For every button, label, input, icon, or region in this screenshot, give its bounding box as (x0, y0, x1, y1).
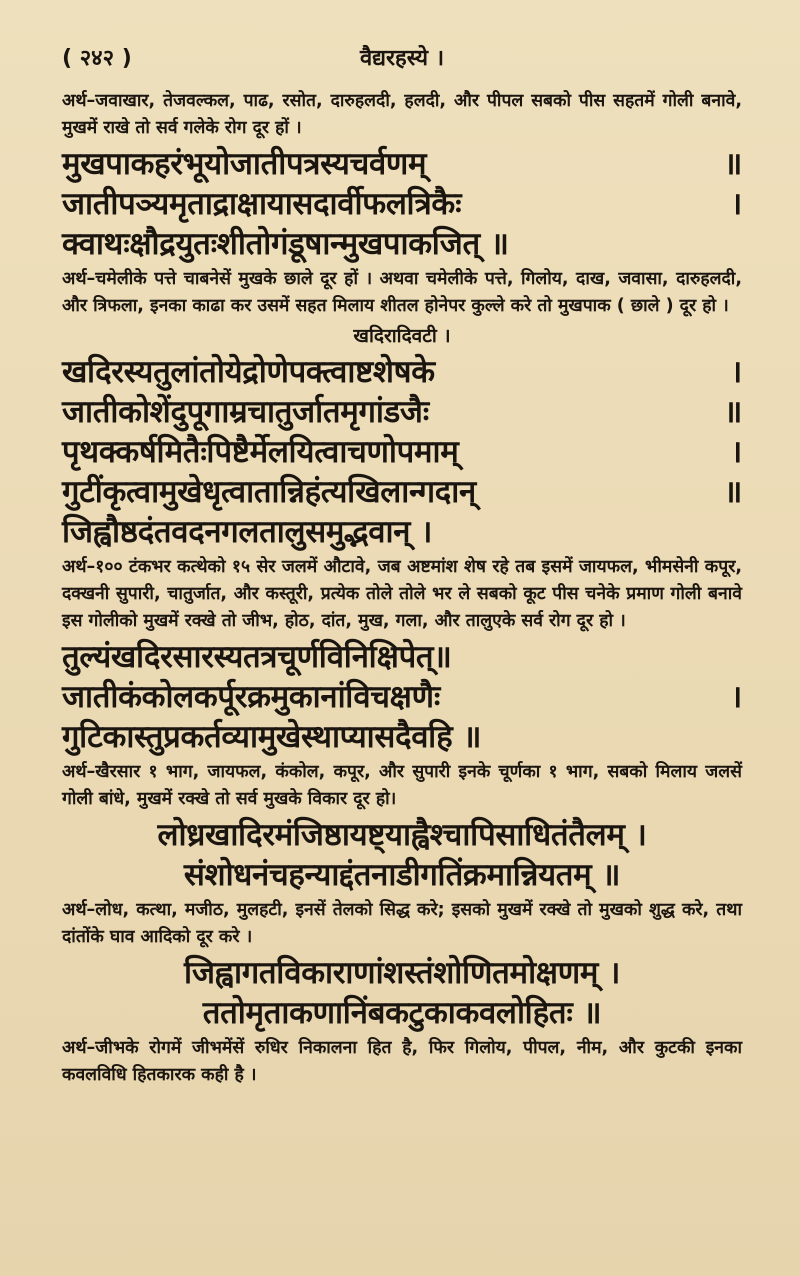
sanskrit-verse: तुल्यंखदिरसारस्यतत्रचूर्णविनिक्षिपेत्॥ जातीकंकोलकर्पूरक्रमुकानांविचक्षणैः । गुटिकास्तुप्रकर्तव्यामुखेस्थाप्यासदैवहि ॥ (62, 639, 742, 755)
sanskrit-verse: मुखपाकहरंभूयोजातीपत्रस्यचर्वणम् ॥ जातीपञ्यमृताद्राक्षायासदार्वीफलत्रिकैः । क्वाथःक्षौद्रयुतःशीतोगंडूषान्मुखपाकजित् ॥ (62, 146, 742, 262)
explanation-paragraph: अर्थ–खैरसार १ भाग, जायफल, कंकोल, कपूर, और सुपारी इनके चूर्णका १ भाग, सबको मिलाय जलसें गोली बांधे, मुखमें रक्खे तो सर्व मुखके विकार दूर हो। (62, 762, 742, 809)
explanation-paragraph: अर्थ–चमेलीके पत्ते चाबनेसें मुखके छाले दूर हों । अथवा चमेलीके पत्ते, गिलोय, दाख, जवासा, दारुहलदी, और त्रिफला, इनका काढा कर उसमें सहत मिलाय शीतल होनेपर कुल्ले करे तो मुखपाक ( छाले ) दूर हो । (62, 269, 742, 316)
page-header (62, 42, 742, 88)
explanation-paragraph: अर्थ–जीभके रोगमें जीभमेंसें रुधिर निकालना हित है, फिर गिलोय, पीपल, नीम, और कुटकी इनका कवलविधि हितकारक कही है । (62, 1038, 742, 1085)
section-heading: खदिरादिवटी । (353, 325, 451, 347)
explanation-paragraph: अर्थ–लोध, कत्था, मजीठ, मुलहटी, इनसें तेलको सिद्ध करे; इसको मुखमें रक्खे तो मुखको शुद्ध करे, तथा दांतोंके घाव आदिको दूर करे । (62, 900, 742, 947)
sanskrit-verse: लोध्रखादिरमंजिष्ठायष्ट्याह्वैश्चापिसाधितंतैलम् । संशोधनंचहन्याद्दंतनाडीगतिंक्रमान्नियतम् ॥ (157, 817, 647, 893)
running-title: वैद्यरहस्ये । (359, 46, 445, 71)
sanskrit-verse: जिह्वागतविकाराणांशस्तंशोणितमोक्षणम् । ततोमृताकणानिंबकटुकाकवलोहितः ॥ (183, 955, 621, 1031)
page-number: ( २४२ ) (62, 46, 132, 71)
explanation-paragraph: अर्थ–१०० टंकभर कत्थेको १५ सेर जलमें औटावे, जब अष्टमांश शेष रहे तब इसमें जायफल, भीमसेनी कपूर, दक्खनी सुपारी, चातुर्जात, और कस्तूरी, प्रत्येक तोले तोले भर ले सबको कूट पीस चनेके प्रमाण गोली बनावे इस गोलीको मुखमें रक्खे तो जीभ, होठ, दांत, मुख, गला, और तालुएके सर्व रोग दूर हो । (62, 557, 742, 631)
explanation-paragraph: अर्थ–जवाखार, तेजवल्कल, पाढ, रसोत, दारुहलदी, हलदी, और पीपल सबको पीस सहतमें गोली बनावे, मुखमें राखे तो सर्व गलेके रोग दूर हों । (62, 91, 742, 138)
sanskrit-verse: खदिरस्यतुलांतोयेद्रोणेपक्त्वाष्टशेषके । जातीकोशेंदुपूगाम्रचातुर्जातमृगांडजैः ॥ पृथक्कर्षमितैःपिष्टैर्मेलयित्वाचणोपमाम् । गुटींकृत्वामुखेधृत्वातान्निहंत्यखिलान्गदान् ॥ जिह्वौष्ठदंतवदनगलतालुसमुद्भवान् । (62, 354, 742, 550)
